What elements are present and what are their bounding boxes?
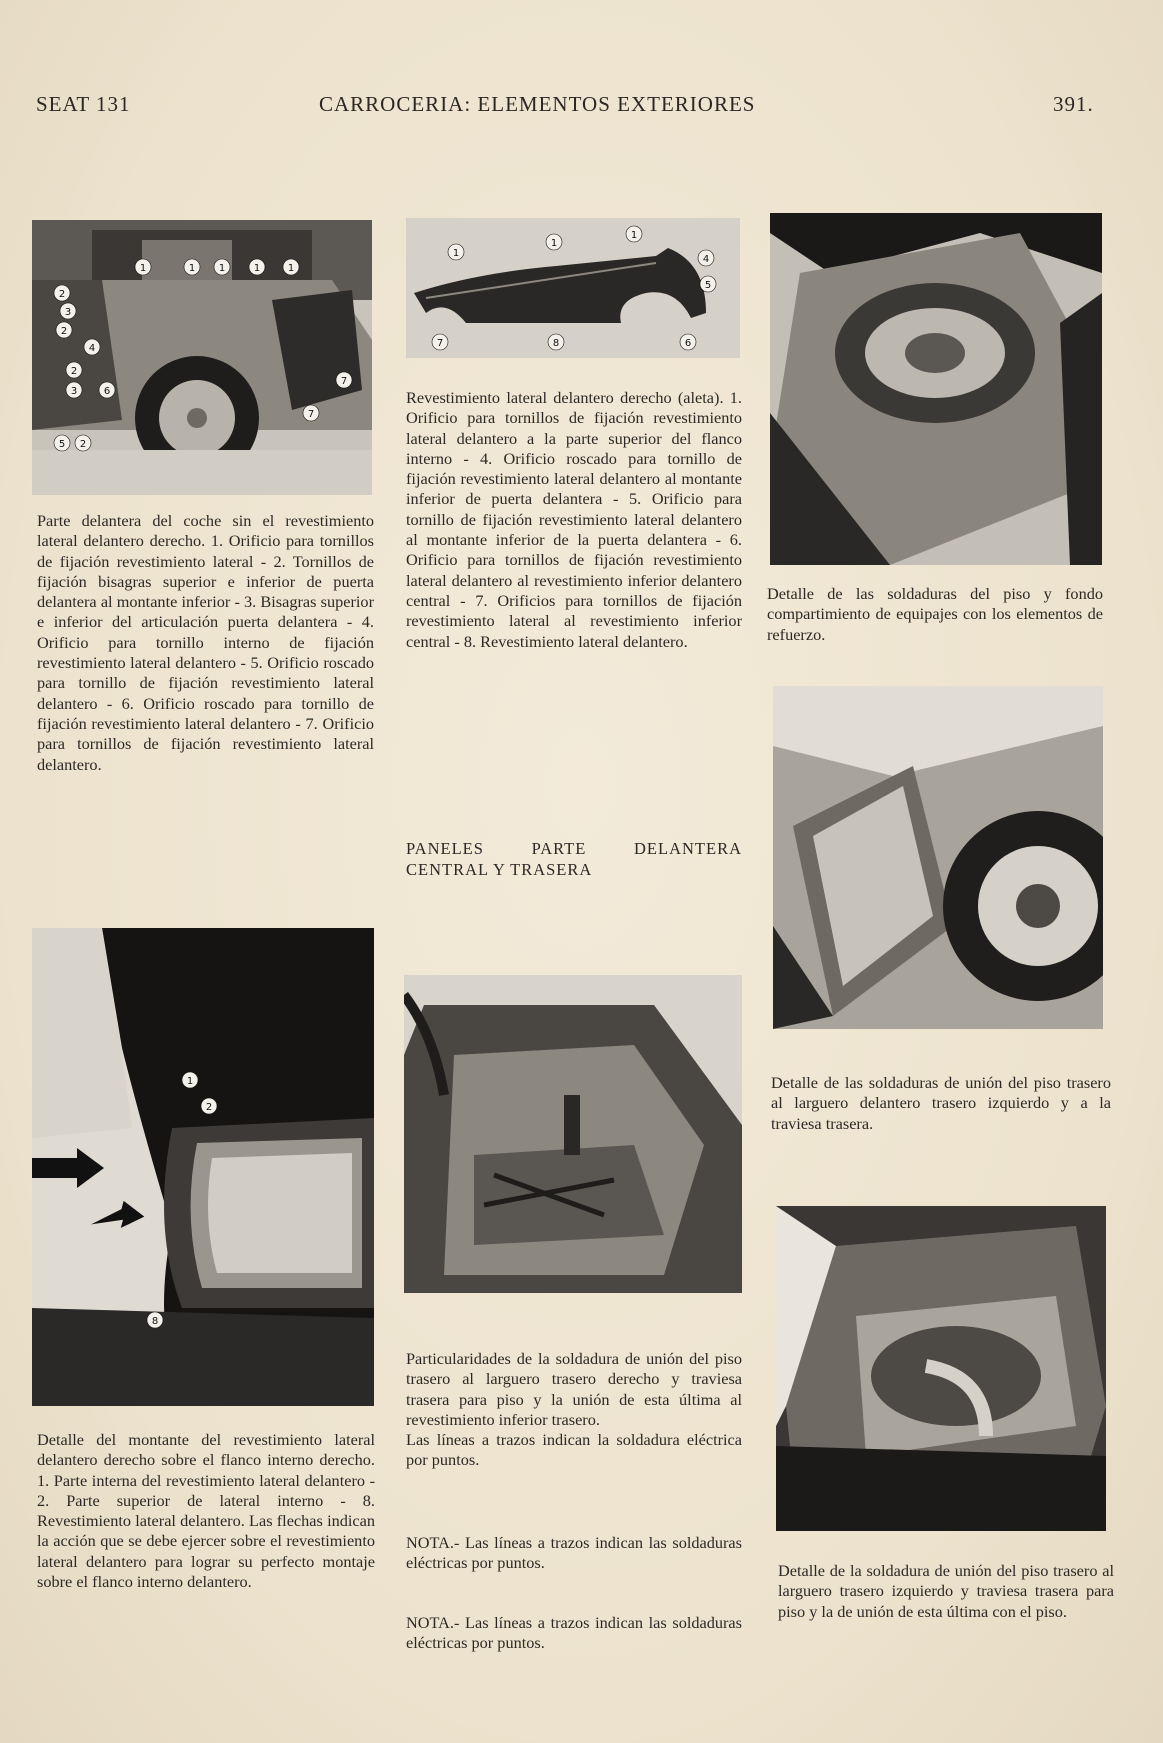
caption-rear-floor-join: Detalle de las soldaduras de unión del piso trasero al larguero delantero trasero izquierdo y a la traviesa trasera.: [771, 1073, 1111, 1133]
caption-rear-weld: [406, 1349, 742, 1471]
front-callout: 7: [307, 409, 315, 420]
front-callout: 5: [58, 439, 66, 450]
fender-callout: 7: [436, 338, 444, 349]
caption-front-section: Parte delantera del coche sin el revestimiento lateral delantero derecho. 1. Orificio para tornillos de fijación revestimiento lateral - 2. Tornillos de fijación bisagras superior e inferior de puerta delantera al montante inferior - 3. Bisagras superior e inferior del articulación puerta delantera - 4. Orificio para tornillo interno de fijación revestimiento lateral delantero - 5. Orificio roscado para tornillo de fijación revestimiento lateral delantero - 6. Orificio roscado para tornillo de fijación revestimiento lateral delantero - 7. Orificio para tornillos de fijación revestimiento lateral delantero.: [37, 511, 374, 774]
front-callout: 2: [70, 366, 78, 377]
upright-callout: 8: [151, 1316, 159, 1327]
fender-callout: 6: [684, 338, 692, 349]
fender-callout: 8: [552, 338, 560, 349]
front-callout: 4: [88, 343, 96, 354]
front-callout: 2: [58, 289, 66, 300]
upright-callout: 2: [205, 1102, 213, 1113]
fender-photo: [406, 218, 740, 358]
trunk-floor-photo: [770, 213, 1102, 565]
front-callout: 3: [70, 386, 78, 397]
caption-upright: Detalle del montante del revestimiento lateral delantero derecho sobre el flanco interno derecho. 1. Parte interna del revestimiento lateral delantero - 2. Parte superior de lateral interno - 8. Revestimiento lateral delantero. Las flechas indican la acción que se debe ejercer sobre el revestimiento lateral delantero para lograr su perfecto montaje sobre el flanco interno delantero.: [37, 1430, 375, 1592]
front-callout: 1: [139, 263, 147, 274]
front-callout: 1: [253, 263, 261, 274]
header-model: SEAT 131: [36, 92, 131, 116]
caption-trunk-floor: Detalle de las soldaduras del piso y fondo compartimiento de equipajes con los elementos de refuerzo.: [767, 584, 1103, 644]
nota-1: NOTA.- Las líneas a trazos indican las soldaduras eléctricas por puntos.: [406, 1533, 742, 1573]
nota-2: NOTA.- Las líneas a trazos indican las soldaduras eléctricas por puntos.: [406, 1613, 742, 1653]
fender-callout: 4: [702, 254, 710, 265]
rear-compartment-photo: [404, 975, 742, 1293]
fender-callout: 1: [452, 248, 460, 259]
fender-callout: 1: [550, 238, 558, 249]
front-callout: 7: [340, 376, 348, 387]
fender-callout: 1: [630, 230, 638, 241]
rear-left-compartment-photo: [776, 1206, 1106, 1531]
fender-callout: 5: [704, 280, 712, 291]
rear-weld-note: Las líneas a trazos indican la soldadura eléctrica por puntos.: [406, 1430, 742, 1470]
upright-photo: [32, 928, 374, 1406]
section-heading: PANELES PARTE DELANTERA CENTRAL Y TRASERA: [406, 839, 742, 879]
rear-floor-join-photo: [773, 686, 1103, 1029]
front-callout: 1: [218, 263, 226, 274]
front-section-photo: [32, 220, 372, 495]
front-callout: 3: [64, 307, 72, 318]
front-callout: 1: [287, 263, 295, 274]
header-title: CARROCERIA: ELEMENTOS EXTERIORES: [319, 92, 756, 116]
caption-rear-left-weld: Detalle de la soldadura de unión del piso trasero al larguero trasero izquierdo y traviesa trasera para piso y la de unión de esta última con el piso.: [778, 1561, 1114, 1621]
upright-callout: 1: [186, 1076, 194, 1087]
front-callout: 2: [60, 326, 68, 337]
caption-fender: Revestimiento lateral delantero derecho (aleta). 1. Orificio para tornillos de fijación revestimiento lateral delantero a la parte superior del flanco interno - 4. Orificio roscado para tornillo de fijación revestimiento lateral delantero al montante inferior de puerta delantera - 5. Orificio para tornillo de fijación revestimiento lateral delantero al montante inferior de la puerta delantera - 6. Orificio para tornillos de fijación revestimiento lateral delantero al revestimiento inferior delantero central - 7. Orificios para tornillos de fijación revestimiento lateral al revestimiento inferior central - 8. Revestimiento lateral delantero.: [406, 388, 742, 651]
header-page-number: 391.: [1053, 92, 1094, 116]
front-callout: 2: [79, 439, 87, 450]
front-callout: 6: [103, 386, 111, 397]
front-callout: 1: [188, 263, 196, 274]
rear-weld-text: Particularidades de la soldadura de unión del piso trasero al larguero trasero derecho y traviesa trasera para piso y la unión de esta última al revestimiento inferior trasero.: [406, 1349, 742, 1429]
